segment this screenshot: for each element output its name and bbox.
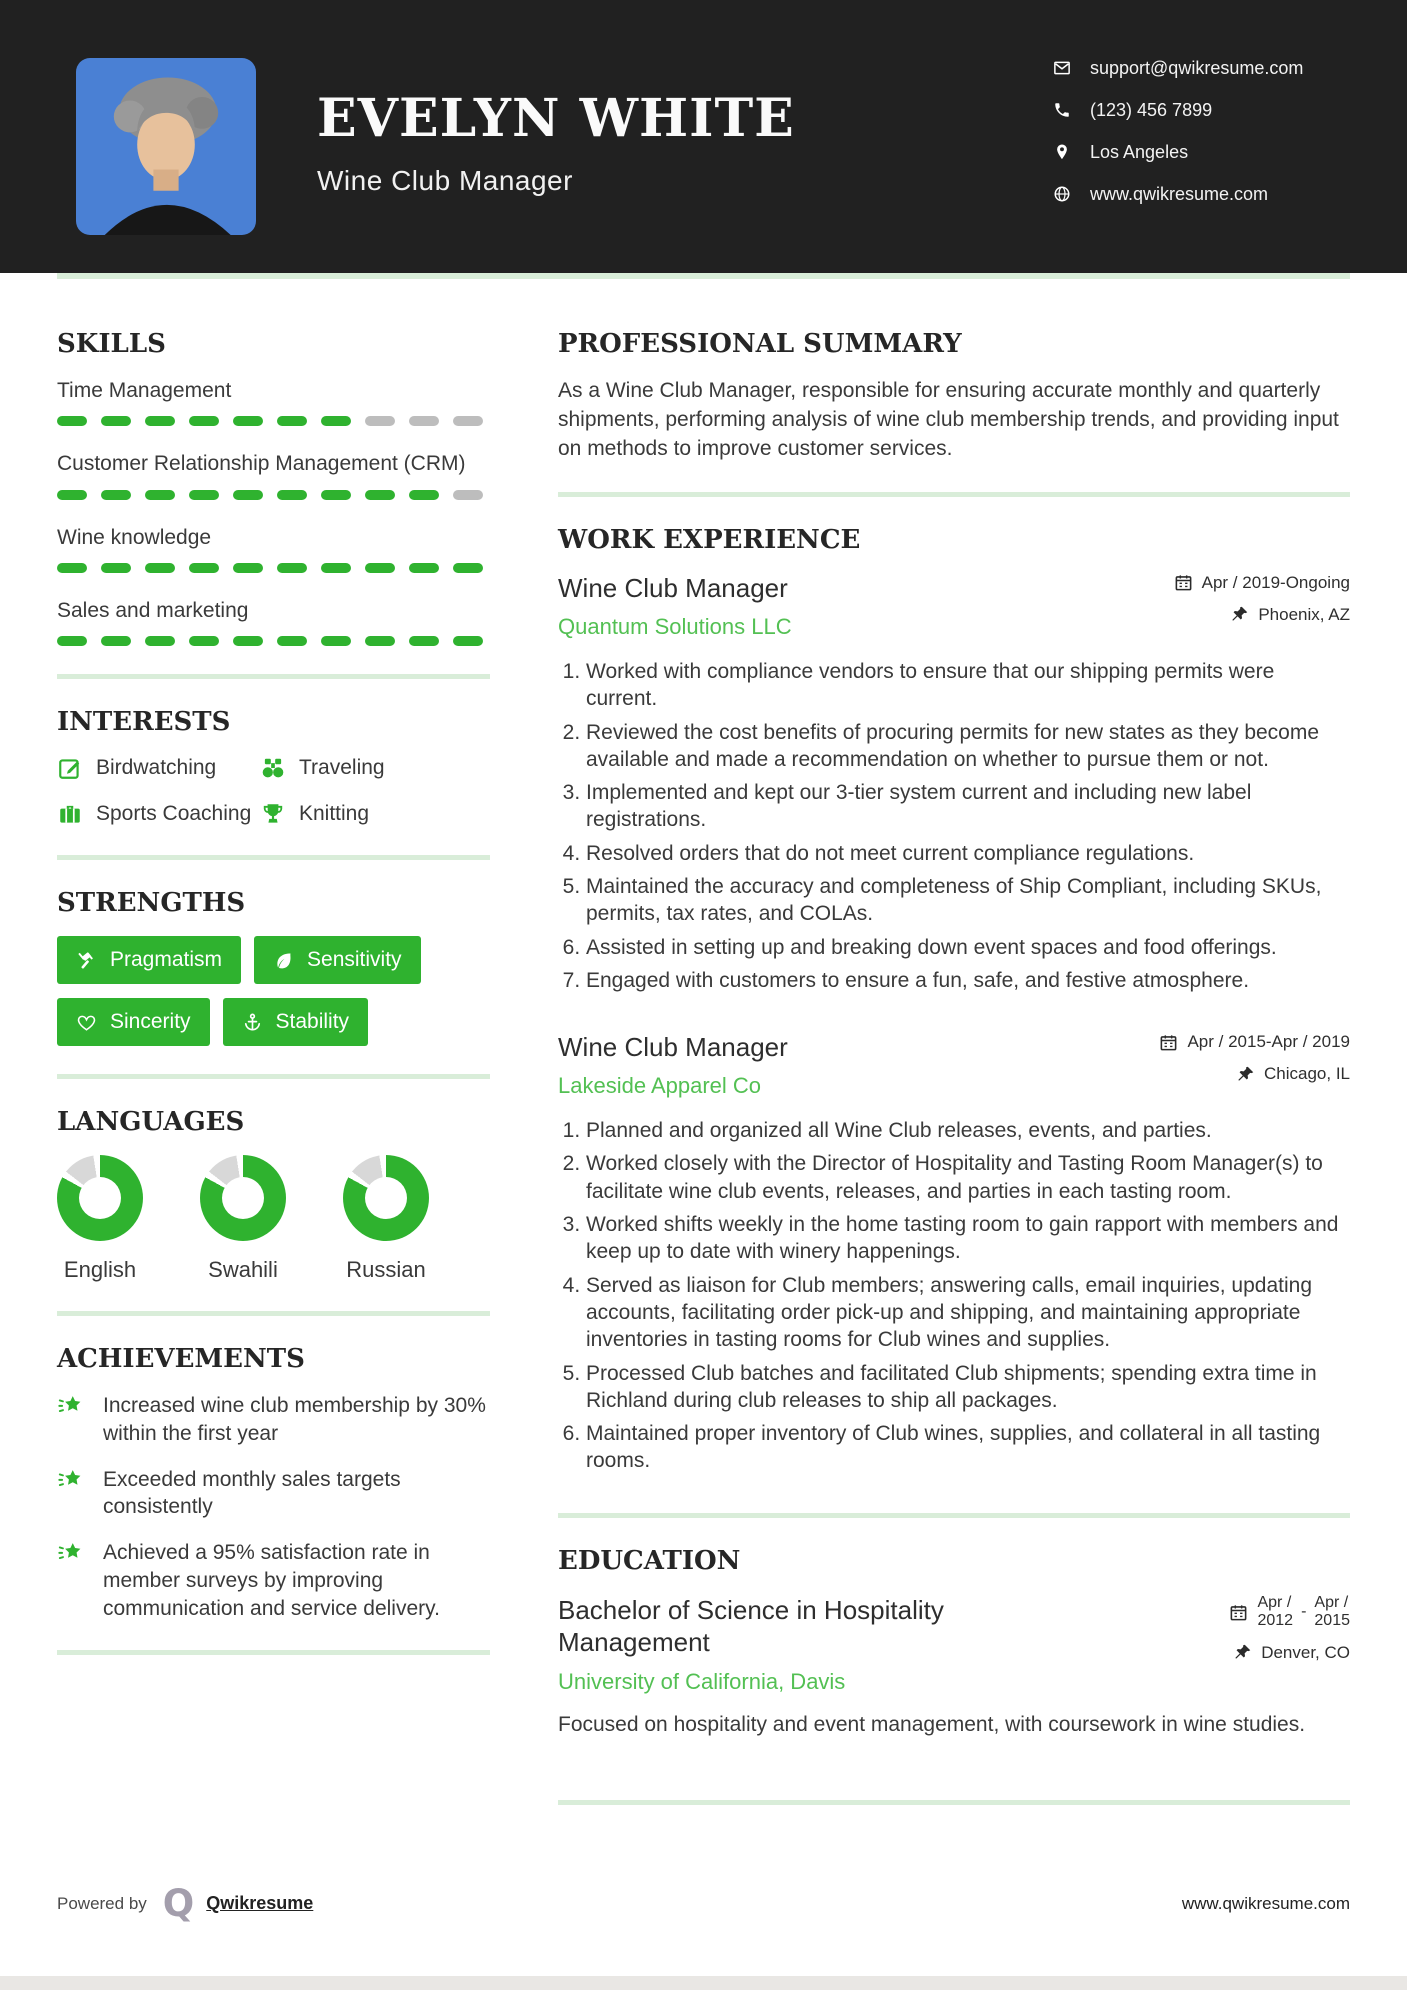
job-dates: Apr / 2015-Apr / 2019 <box>1159 1032 1350 1052</box>
achievement-text: Increased wine club membership by 30% within the first year <box>103 1394 486 1445</box>
briefcase-icon <box>57 801 83 827</box>
qwikresume-link[interactable]: Qwikresume <box>206 1893 314 1913</box>
achievement-item <box>57 1466 490 1521</box>
header <box>0 0 1407 273</box>
powered-by-label: Powered by <box>57 1893 147 1913</box>
portrait-illustration <box>76 58 256 235</box>
interest-label: Traveling <box>299 756 385 780</box>
strengths-section <box>57 888 490 1046</box>
job-meta <box>1159 1032 1350 1096</box>
calendar-icon <box>1174 573 1193 592</box>
interest-label: Knitting <box>299 802 370 826</box>
contact-email[interactable]: support@qwikresume.com <box>1053 47 1303 89</box>
bullet-item: 1. Planned and organized all Wine Club releases, events, and parties. <box>586 1117 1350 1144</box>
bullet-item: 3. Worked shifts weekly in the home tasting room to gain rapport with members and keep up to date with winery happenings. <box>586 1211 1350 1266</box>
education-degree: Bachelor of Science in Hospitality Management <box>558 1594 944 1658</box>
content <box>0 279 1407 1833</box>
language-label: Russian <box>346 1257 426 1283</box>
pushpin-icon <box>1230 605 1249 624</box>
skill-label: Wine knowledge <box>57 525 212 549</box>
leaf-icon <box>273 950 294 971</box>
skill-item <box>57 450 490 499</box>
languages-section <box>57 1107 490 1283</box>
bullet-item: 5. Maintained the accuracy and completeness of Ship Compliant, including SKUs, permits, tax rates, and COLAs. <box>586 873 1350 928</box>
pushpin-icon <box>1236 1065 1255 1084</box>
interest-item <box>57 755 252 781</box>
strength-badges <box>57 936 490 1046</box>
section-divider <box>558 1800 1350 1805</box>
candidate-name: EVELYN WHITE <box>317 88 795 149</box>
qwikresume-logo: Q <box>162 1882 195 1925</box>
strength-label: Sincerity <box>110 1010 191 1034</box>
achievements-section <box>57 1344 490 1655</box>
education-location: Denver, CO <box>1229 1643 1350 1663</box>
skill-label: Time Management <box>57 379 232 402</box>
email-icon <box>1053 59 1071 77</box>
candidate-title: Wine Club Manager <box>317 165 573 196</box>
interests-grid <box>57 755 490 827</box>
language-label: Swahili <box>208 1257 278 1283</box>
section-divider <box>558 1513 1350 1518</box>
achievements-heading: ACHIEVEMENTS <box>57 1344 305 1375</box>
skill-level-meter <box>57 416 490 426</box>
bullet-item: 1. Worked with compliance vendors to ensure that our shipping permits were current. <box>586 658 1350 713</box>
language-item <box>200 1155 286 1283</box>
skills-section <box>57 329 490 646</box>
page-bottom-strip <box>0 1976 1407 1990</box>
job-company: Lakeside Apparel Co <box>558 1073 762 1099</box>
bullet-item: 7. Engaged with customers to ensure a fun, safe, and festive atmosphere. <box>586 967 1350 994</box>
interest-label: Birdwatching <box>96 756 217 780</box>
education-dates <box>1229 1594 1350 1631</box>
education-meta <box>1229 1594 1350 1675</box>
calendar-icon <box>1159 1033 1178 1052</box>
section-divider <box>57 855 490 860</box>
achievement-text: Achieved a 95% satisfaction rate in member surveys by improving communication and service delivery. <box>103 1541 440 1620</box>
identity <box>317 88 795 197</box>
education-date-end: Apr / 2015 <box>1314 1593 1350 1630</box>
strength-label: Pragmatism <box>110 948 223 972</box>
section-divider <box>57 1650 490 1655</box>
job-header <box>558 1032 1350 1099</box>
bullet-item: 4. Served as liaison for Club members; answering calls, email inquiries, updating accounts, facilitating order pick-up and shipping, and maintaining appropriate inventories in tasting rooms for Club wines and supplies. <box>586 1272 1350 1354</box>
bullet-item: 6. Assisted in setting up and breaking down event spaces and food offerings. <box>586 934 1350 961</box>
bullet-item: 3. Implemented and kept our 3-tier system current and including new label registrations. <box>586 779 1350 834</box>
interest-item <box>57 801 252 827</box>
contact-location[interactable]: Los Angeles <box>1053 131 1303 173</box>
interest-label: Sports Coaching <box>96 802 252 826</box>
achievement-item <box>57 1392 490 1447</box>
skill-item <box>57 377 490 426</box>
languages-heading: LANGUAGES <box>57 1107 245 1138</box>
skill-level-meter <box>57 563 490 573</box>
binoculars-icon <box>260 755 286 781</box>
edit-icon <box>57 755 83 781</box>
job-header <box>558 573 1350 640</box>
language-label: English <box>63 1257 137 1283</box>
skill-item <box>57 524 490 573</box>
interests-heading: INTERESTS <box>57 707 231 738</box>
job-location: Chicago, IL <box>1159 1064 1350 1084</box>
job-location: Phoenix, AZ <box>1174 605 1350 625</box>
bullet-item: 6. Maintained proper inventory of Club wines, supplies, and collateral in all tasting rooms. <box>586 1420 1350 1475</box>
languages-list <box>57 1155 490 1283</box>
skill-level-meter <box>57 636 490 646</box>
strength-badge <box>254 936 421 984</box>
skill-level-meter <box>57 490 490 500</box>
contact-phone[interactable]: (123) 456 7899 <box>1053 89 1303 131</box>
skills-heading: SKILLS <box>57 329 166 359</box>
skill-label: Customer Relationship Management (CRM) <box>57 452 466 476</box>
strengths-heading: STRENGTHS <box>57 888 246 919</box>
shooting-star-icon <box>57 1467 84 1494</box>
education-date-start: Apr / 2012 <box>1257 1593 1294 1630</box>
section-divider <box>558 492 1350 497</box>
bullet-item: 5. Processed Club batches and facilitated Club shipments; spending extra time in Richland during club releases to ship all packages. <box>586 1360 1350 1415</box>
strength-label: Stability <box>275 1010 350 1034</box>
education-school: University of California, Davis <box>558 1668 846 1694</box>
heart-icon <box>76 1012 97 1033</box>
strength-label: Sensitivity <box>307 948 402 972</box>
bullet-item: 2. Worked closely with the Director of Hospitality and Tasting Room Manager(s) to facilitate wine club events, releases, and parties in each tasting room. <box>586 1150 1350 1205</box>
calendar-icon <box>1229 1603 1248 1622</box>
language-item <box>343 1155 429 1283</box>
language-level-donut <box>200 1155 286 1241</box>
interests-section <box>57 707 490 827</box>
right-column <box>558 329 1350 1833</box>
achievement-item <box>57 1539 490 1622</box>
section-divider <box>57 1074 490 1079</box>
language-level-donut <box>343 1155 429 1241</box>
shooting-star-icon <box>57 1540 84 1567</box>
skill-item <box>57 597 490 646</box>
section-divider <box>57 674 490 679</box>
bullet-item: 2. Reviewed the cost benefits of procuring permits for new states as they become available and made a recommendation on whether to pursue them or not. <box>586 719 1350 774</box>
job-company: Quantum Solutions LLC <box>558 613 792 639</box>
summary-text: As a Wine Club Manager, responsible for ensuring accurate monthly and quarterly shipments, performing analysis of wine club membership trends, and providing input on methods to improve customer services. <box>558 379 1339 460</box>
gavel-icon <box>76 950 97 971</box>
experience-heading: WORK EXPERIENCE <box>558 524 861 555</box>
footer <box>57 1882 1350 1925</box>
experience-section <box>558 525 1350 1475</box>
trophy-icon <box>260 801 286 827</box>
contact-website[interactable]: www.qwikresume.com <box>1053 173 1303 215</box>
education-heading: EDUCATION <box>558 1545 741 1576</box>
job-dates: Apr / 2019-Ongoing <box>1174 573 1350 593</box>
job-meta <box>1174 573 1350 637</box>
anchor-icon <box>242 1012 263 1033</box>
achievement-text: Exceeded monthly sales targets consistently <box>103 1467 401 1519</box>
job-title: Wine Club Manager <box>558 572 788 603</box>
section-divider <box>57 1311 490 1316</box>
date-separator: - <box>1301 1602 1307 1620</box>
contact-list <box>1053 47 1303 215</box>
language-level-donut <box>57 1155 143 1241</box>
bullet-item: 4. Resolved orders that do not meet current compliance regulations. <box>586 840 1350 867</box>
shooting-star-icon <box>57 1393 84 1420</box>
interest-item <box>260 755 490 781</box>
strength-badge <box>57 998 210 1046</box>
job-bullets <box>558 1117 1350 1475</box>
left-column <box>57 329 490 1833</box>
phone-icon <box>1053 101 1071 119</box>
summary-section <box>558 329 1350 464</box>
language-item <box>57 1155 143 1283</box>
globe-icon <box>1053 185 1071 203</box>
education-section <box>558 1546 1350 1740</box>
education-header <box>558 1594 1350 1695</box>
job-title: Wine Club Manager <box>558 1032 788 1063</box>
skill-label: Sales and marketing <box>57 598 249 622</box>
strength-badge <box>57 936 241 984</box>
strength-badge <box>223 998 369 1046</box>
job-entry <box>558 1032 1350 1475</box>
job-bullets <box>558 658 1350 994</box>
location-icon <box>1053 143 1071 161</box>
pushpin-icon <box>1233 1643 1252 1662</box>
interest-item <box>260 801 490 827</box>
job-entry <box>558 573 1350 994</box>
summary-heading: PROFESSIONAL SUMMARY <box>558 329 962 359</box>
footer-site-url: www.qwikresume.com <box>1181 1893 1350 1913</box>
education-description: Focused on hospitality and event management, with coursework in wine studies. <box>558 1712 1306 1736</box>
profile-photo <box>76 58 256 235</box>
